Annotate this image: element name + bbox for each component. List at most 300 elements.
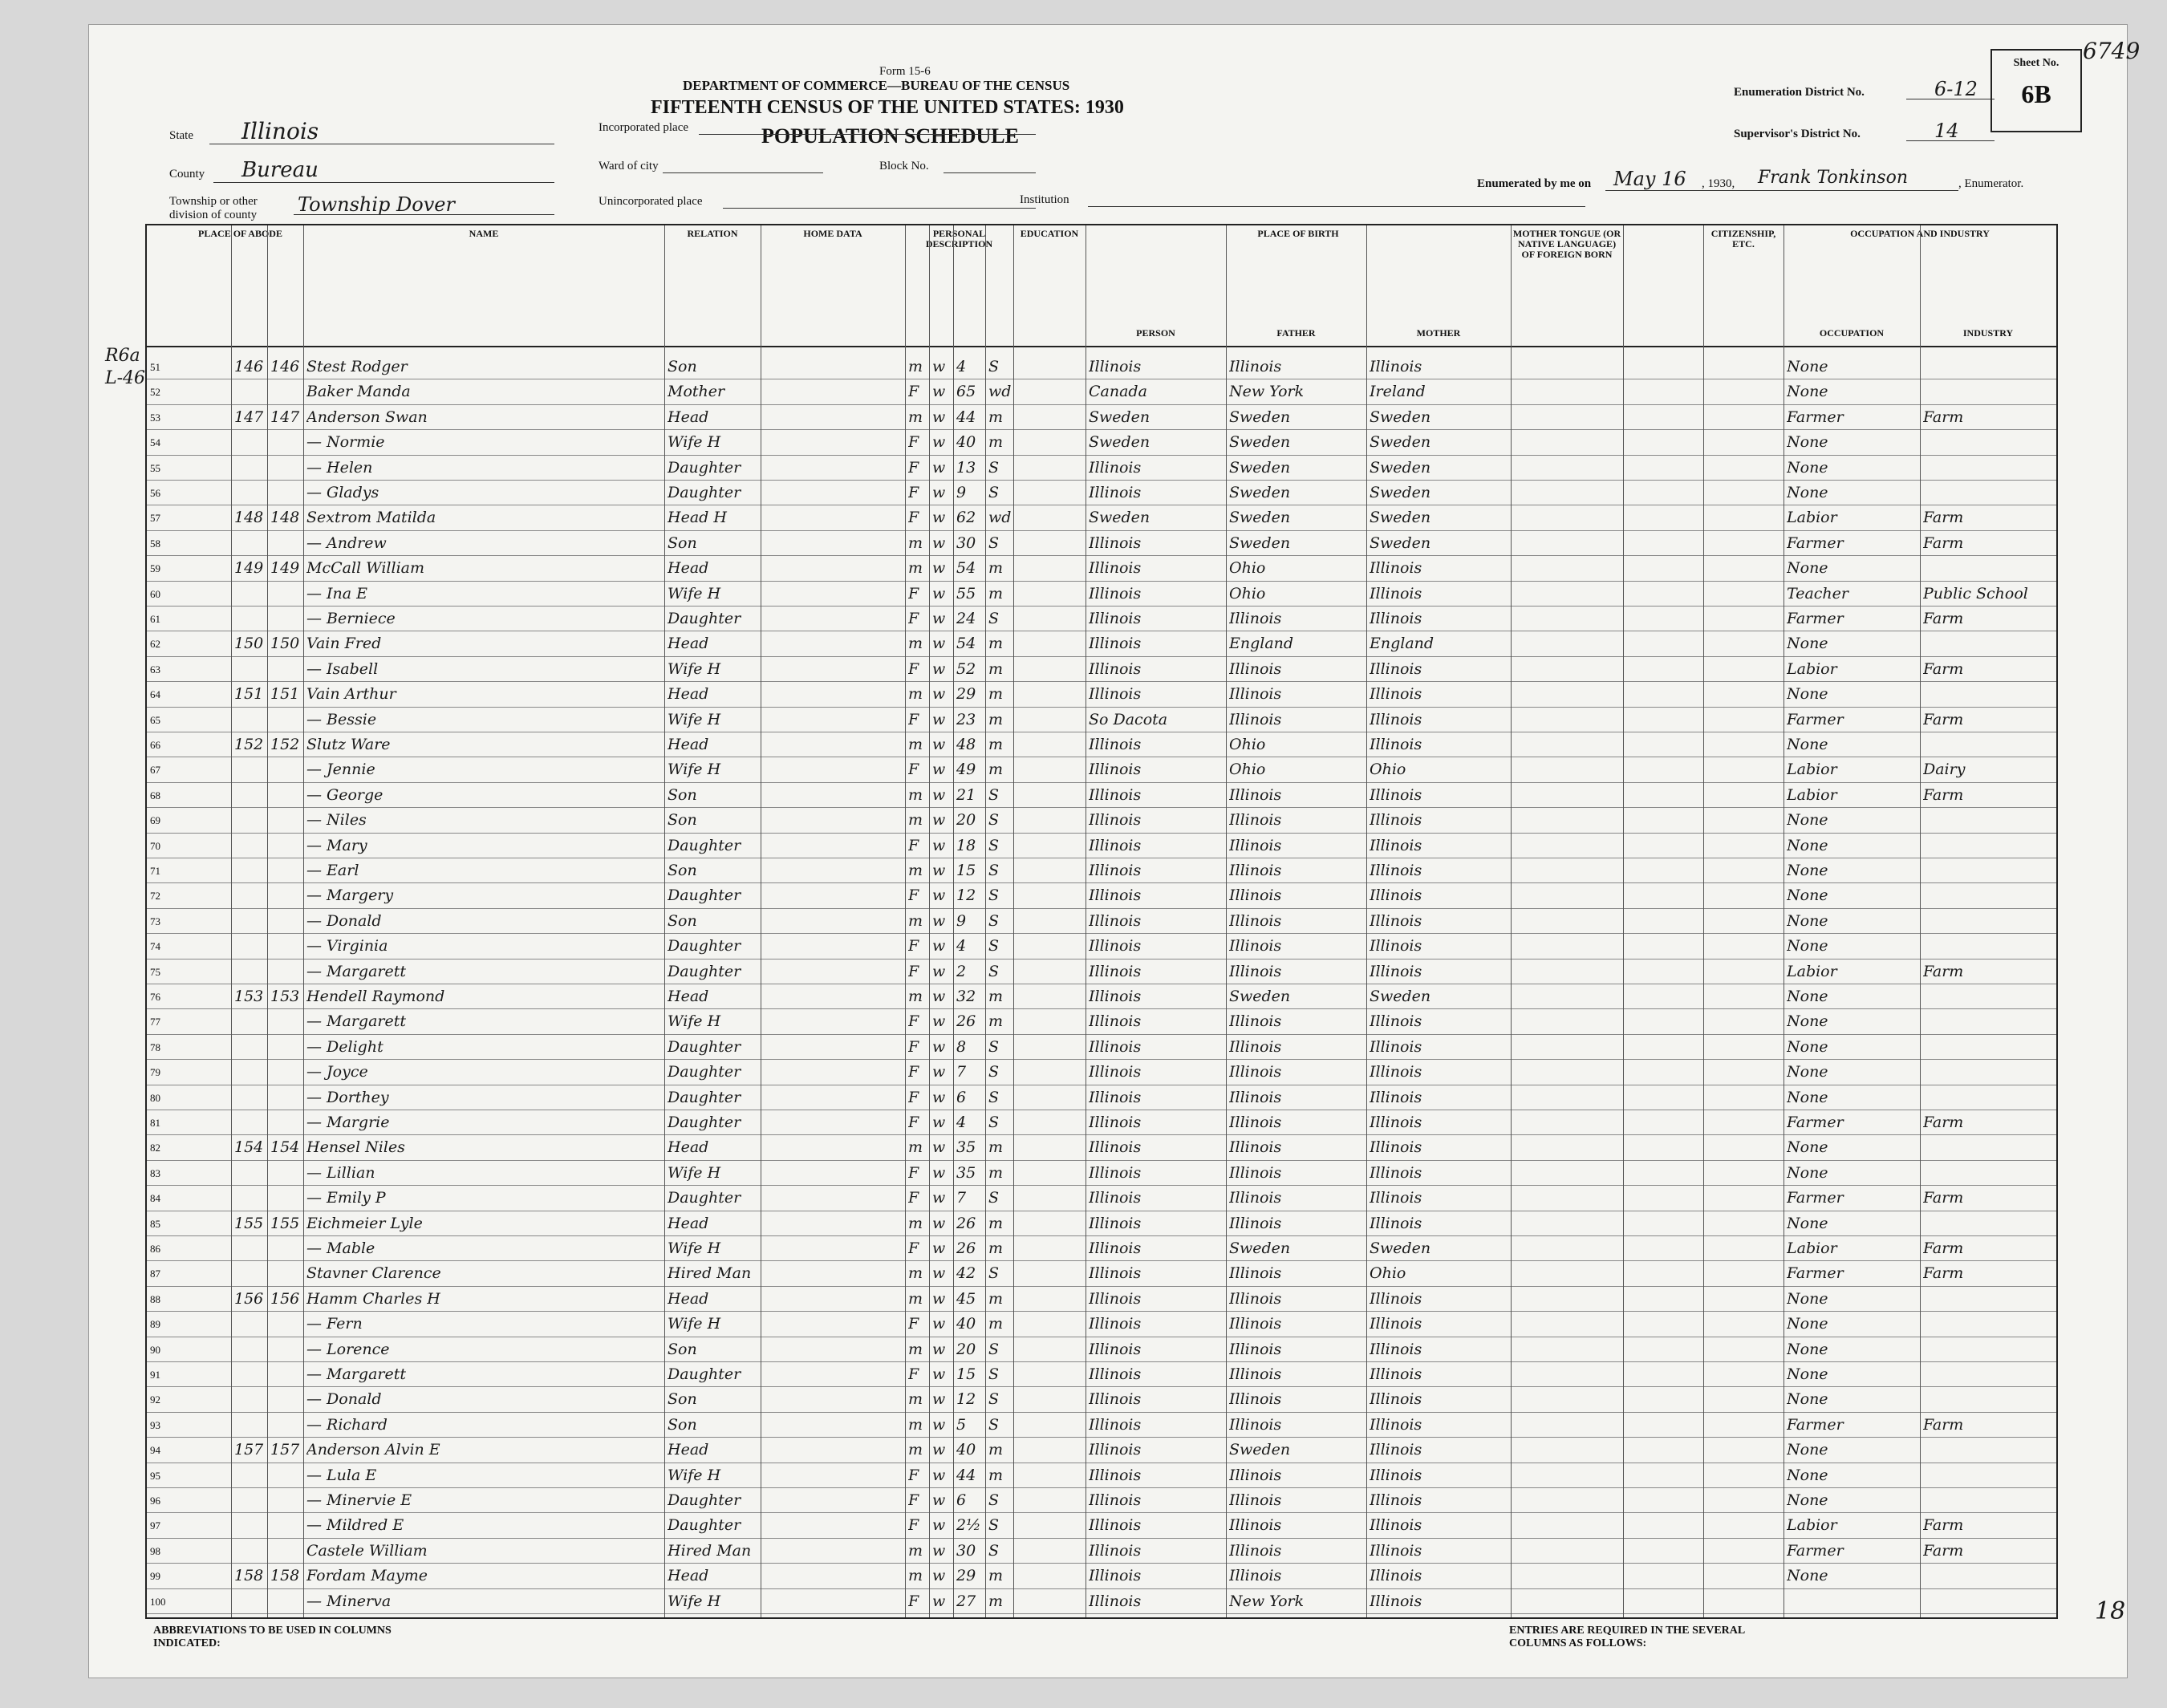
cell-father: Illinois [1229,1390,1282,1409]
cell-rel: Daughter [668,836,741,854]
cell-birth: Illinois [1089,1466,1142,1484]
cell-mother: Illinois [1370,358,1422,375]
cell-mother: Sweden [1370,433,1431,452]
cell-dw: 152 [234,736,264,753]
cell-occ: None [1787,1163,1828,1182]
cell-rel: Son [668,785,697,804]
cell-rel: Head [668,1289,709,1308]
table-row [147,581,2056,606]
header-divider [147,346,2056,347]
cell-age: 40 [956,1441,976,1459]
cell-sex: F [908,659,919,678]
cell-race: w [932,1567,946,1585]
cell-fam: 148 [270,509,300,527]
cell-mother: Sweden [1370,484,1431,501]
cell-race: w [932,1088,946,1106]
footer [145,1620,2055,1669]
cell-name: — Earl [306,862,359,879]
cell-sex: F [908,1088,919,1106]
cell-line: 80 [150,1091,160,1104]
cell-rel: Daughter [668,1037,741,1056]
table-row [147,908,2056,933]
cell-line: 98 [150,1544,160,1557]
cell-line: 73 [150,915,160,927]
margin-note-top: R6a [105,346,140,366]
cell-fam: 152 [270,736,300,753]
cell-father: Illinois [1229,785,1282,804]
cell-age: 5 [956,1415,967,1434]
cell-sex: F [908,584,919,602]
cell-father: New York [1229,383,1305,401]
cell-sex: F [908,761,919,779]
cell-mar: wd [988,509,1012,527]
cell-age: 15 [956,862,976,879]
cell-occ: None [1787,1063,1828,1081]
margin-note-second: L-46 [105,368,146,388]
cell-line: 78 [150,1041,160,1053]
abbreviations-title: ABBREVIATIONS TO BE USED IN COLUMNS INDICATED: [153,1625,392,1649]
cell-mother: Illinois [1370,1390,1422,1409]
cell-name: Hensel Niles [306,1138,405,1157]
cell-occ: Farmer [1787,610,1844,627]
enum-district-label: Enumeration District No. [1734,86,1865,99]
cell-race: w [932,584,946,602]
cell-sex: F [908,886,919,905]
cell-father: Ohio [1229,559,1266,578]
cell-age: 48 [956,736,976,753]
cell-ind: Farm [1923,1239,1964,1257]
cell-sex: m [908,1138,923,1157]
cell-dw: 148 [234,509,264,527]
cell-father: Illinois [1229,1466,1282,1484]
table-row [147,882,2056,907]
enumerated-date: May 16 [1613,168,1686,190]
cell-birth: Illinois [1089,836,1142,854]
cell-name: — Isabell [306,659,379,678]
cell-dw: 156 [234,1289,264,1308]
cell-rel: Head [668,559,709,578]
cell-occ: None [1787,1340,1828,1358]
cell-line: 74 [150,940,160,953]
column-group-header: EDUCATION [1020,229,1079,239]
cell-birth: Canada [1089,383,1147,401]
cell-race: w [932,1315,946,1333]
cell-birth: Sweden [1089,433,1150,452]
cell-age: 52 [956,659,976,678]
cell-race: w [932,836,946,854]
column-group-header: HOME DATA [803,229,862,239]
cell-rel: Head [668,635,709,653]
cell-name: — Minerva [306,1592,392,1610]
county-label: County [169,168,205,181]
cell-sex: F [908,484,919,501]
cell-father: Illinois [1229,836,1282,854]
cell-age: 30 [956,1541,976,1560]
cell-sex: m [908,408,923,426]
cell-sex: m [908,736,923,753]
cell-age: 21 [956,785,976,804]
cell-age: 45 [956,1289,976,1308]
cell-mother: Ireland [1370,383,1426,401]
column-line [1226,225,1227,1617]
cell-mar: m [988,1214,1004,1232]
cell-mar: S [988,1114,1000,1131]
cell-name: — Emily P [306,1189,386,1207]
cell-mar: m [988,1138,1004,1157]
cell-line: 57 [150,512,160,525]
cell-birth: Illinois [1089,533,1142,552]
cell-name: Vain Fred [306,635,382,653]
cell-birth: Sweden [1089,408,1150,426]
cell-name: Sextrom Matilda [306,509,436,527]
cell-ind: Farm [1923,1264,1964,1283]
cell-rel: Daughter [668,1063,741,1081]
cell-line: 68 [150,789,160,801]
column-line [929,225,930,1617]
cell-line: 55 [150,461,160,474]
cell-mother: England [1370,635,1435,653]
cell-mother: Illinois [1370,1289,1422,1308]
cell-race: w [932,1390,946,1409]
census-sheet [88,24,2141,1678]
cell-occ: None [1787,1567,1828,1585]
cell-father: Illinois [1229,1114,1282,1131]
cell-line: 83 [150,1166,160,1179]
cell-birth: Illinois [1089,559,1142,578]
cell-rel: Daughter [668,1189,741,1207]
institution-label: Institution [1020,193,1069,206]
cell-age: 7 [956,1063,967,1081]
cell-occ: None [1787,458,1828,477]
cell-name: — George [306,785,383,804]
cell-mar: S [988,1541,1000,1560]
cell-rel: Daughter [668,458,741,477]
table-row [147,1337,2056,1361]
cell-sex: m [908,1541,923,1560]
cell-mother: Illinois [1370,1441,1422,1459]
table-row [147,757,2056,781]
column-group-header: PLACE OF ABODE [198,229,282,239]
form-number: Form 15-6 [879,65,931,78]
cell-occ: None [1787,988,1828,1005]
cell-ind: Farm [1923,533,1964,552]
cell-occ: Farmer [1787,1541,1844,1560]
cell-sex: m [908,785,923,804]
cell-occ: Farmer [1787,710,1844,728]
supervisor-label: Supervisor's District No. [1734,128,1861,140]
table-row [147,933,2056,958]
cell-father: Illinois [1229,1289,1282,1308]
table-row [147,1211,2056,1235]
cell-mother: Sweden [1370,509,1431,527]
cell-rel: Wife H [668,710,721,728]
cell-age: 8 [956,1037,967,1056]
cell-age: 4 [956,358,967,375]
cell-mother: Illinois [1370,836,1422,854]
cell-age: 15 [956,1365,976,1383]
cell-rel: Wife H [668,761,721,779]
cell-rel: Son [668,911,697,930]
cell-father: Illinois [1229,1012,1282,1031]
cell-age: 23 [956,710,976,728]
cell-rel: Daughter [668,886,741,905]
cell-name: — Margarett [306,1365,406,1383]
cell-rel: Daughter [668,1516,741,1535]
table-row [147,1538,2056,1563]
cell-name: — Ina E [306,584,368,602]
cell-occ: Labior [1787,659,1837,678]
cell-rel: Son [668,811,697,830]
cell-mar: S [988,911,1000,930]
enumerator-name: Frank Tonkinson [1758,168,1909,188]
cell-mar: S [988,1516,1000,1535]
cell-race: w [932,1365,946,1383]
cell-race: w [932,1163,946,1182]
cell-mar: m [988,433,1004,452]
cell-mother: Illinois [1370,1037,1422,1056]
cell-birth: Illinois [1089,1390,1142,1409]
cell-rel: Daughter [668,962,741,980]
cell-name: Fordam Mayme [306,1567,428,1585]
enumerated-label: Enumerated by me on [1477,177,1592,190]
cell-sex: m [908,559,923,578]
table-row [147,379,2056,404]
cell-mar: S [988,886,1000,905]
cell-rel: Wife H [668,1163,721,1182]
cell-line: 85 [150,1217,160,1230]
cell-name: — Helen [306,458,373,477]
cell-name: — Dorthey [306,1088,389,1106]
cell-rel: Head [668,408,709,426]
cell-birth: Illinois [1089,659,1142,678]
cell-mar: m [988,1592,1004,1610]
cell-mar: S [988,610,1000,627]
cell-father: Illinois [1229,937,1282,955]
cell-mother: Illinois [1370,1415,1422,1434]
cell-race: w [932,635,946,653]
table-row [147,1260,2056,1285]
cell-sex: m [908,1340,923,1358]
cell-birth: Illinois [1089,937,1142,955]
cell-rel: Mother [668,383,725,401]
block-label: Block No. [879,160,929,172]
cell-name: — Bessie [306,710,377,728]
cell-race: w [932,509,946,527]
cell-birth: Illinois [1089,1340,1142,1358]
cell-fam: 150 [270,635,300,653]
cell-birth: Illinois [1089,1214,1142,1232]
incorporated-label: Incorporated place [599,121,689,134]
table-row [147,555,2056,580]
table-row [147,833,2056,858]
cell-occ: Farmer [1787,1114,1844,1131]
table-row [147,1008,2056,1033]
state-value: Illinois [241,118,319,144]
cell-race: w [932,937,946,955]
table-row [147,984,2056,1008]
cell-mother: Sweden [1370,1239,1431,1257]
cell-age: 9 [956,911,967,930]
cell-name: Anderson Swan [306,408,428,426]
cell-birth: Illinois [1089,811,1142,830]
cell-rel: Son [668,1415,697,1434]
cell-birth: Illinois [1089,988,1142,1005]
cell-mother: Illinois [1370,710,1422,728]
cell-mother: Illinois [1370,1491,1422,1509]
cell-mother: Sweden [1370,458,1431,477]
cell-fam: 151 [270,685,300,704]
column-line [985,225,986,1617]
column-line [267,225,268,1617]
cell-mar: S [988,484,1000,501]
cell-father: Illinois [1229,1214,1282,1232]
cell-rel: Daughter [668,937,741,955]
cell-name: — Margarett [306,1012,406,1031]
cell-line: 81 [150,1117,160,1129]
cell-birth: Illinois [1089,484,1142,501]
cell-race: w [932,1592,946,1610]
cell-mar: m [988,1466,1004,1484]
cell-father: Illinois [1229,1088,1282,1106]
cell-occ: None [1787,1214,1828,1232]
cell-name: Vain Arthur [306,685,396,704]
cell-line: 61 [150,613,160,625]
cell-mother: Illinois [1370,1163,1422,1182]
margin-note-bottom: 18 [2095,1597,2126,1625]
cell-sex: F [908,836,919,854]
cell-rel: Daughter [668,610,741,627]
cell-occ: Farmer [1787,1189,1844,1207]
table-row [147,1311,2056,1336]
cell-mar: S [988,1088,1000,1106]
cell-mar: wd [988,383,1012,401]
cell-age: 18 [956,836,976,854]
cell-line: 71 [150,865,160,877]
cell-sex: m [908,911,923,930]
cell-father: Illinois [1229,1037,1282,1056]
cell-race: w [932,559,946,578]
cell-occ: None [1787,685,1828,704]
cell-rel: Son [668,862,697,879]
cell-occ: Labior [1787,962,1837,980]
table-row [147,1463,2056,1487]
table-row [147,606,2056,631]
table-row [147,1588,2056,1613]
cell-sex: F [908,509,919,527]
cell-mar: m [988,988,1004,1005]
cell-mother: Sweden [1370,408,1431,426]
cell-father: Illinois [1229,1264,1282,1283]
cell-mother: Illinois [1370,610,1422,627]
cell-birth: Illinois [1089,1239,1142,1257]
cell-ind: Farm [1923,1516,1964,1535]
cell-line: 99 [150,1570,160,1583]
cell-age: 13 [956,458,976,477]
cell-mother: Illinois [1370,1567,1422,1585]
cell-father: Sweden [1229,1239,1291,1257]
cell-dw: 150 [234,635,264,653]
cell-mother: Illinois [1370,1340,1422,1358]
cell-father: Sweden [1229,484,1291,501]
cell-occ: None [1787,1315,1828,1333]
cell-mar: m [988,1567,1004,1585]
cell-occ: None [1787,1012,1828,1031]
cell-sex: m [908,685,923,704]
cell-father: Illinois [1229,358,1282,375]
cell-line: 91 [150,1369,160,1381]
cell-name: — Margarett [306,962,406,980]
state-label: State [169,129,193,142]
cell-sex: F [908,610,919,627]
table-row [147,1487,2056,1512]
cell-father: Sweden [1229,988,1291,1005]
cell-mother: Illinois [1370,659,1422,678]
cell-race: w [932,1491,946,1509]
cell-line: 77 [150,1016,160,1028]
cell-rel: Daughter [668,1491,741,1509]
cell-birth: Illinois [1089,1163,1142,1182]
cell-line: 60 [150,587,160,600]
cell-dw: 154 [234,1138,264,1157]
cell-name: — Niles [306,811,367,830]
cell-occ: Farmer [1787,533,1844,552]
cell-occ: Farmer [1787,1415,1844,1434]
cell-mother: Illinois [1370,584,1422,602]
cell-rel: Daughter [668,1114,741,1131]
sheet-value: 6B [2021,79,2051,108]
cell-occ: None [1787,635,1828,653]
cell-rel: Son [668,1390,697,1409]
cell-birth: Illinois [1089,785,1142,804]
cell-birth: Illinois [1089,358,1142,375]
cell-occ: Labior [1787,761,1837,779]
cell-dw: 153 [234,988,264,1005]
cell-race: w [932,484,946,501]
cell-father: Illinois [1229,1340,1282,1358]
cell-father: Illinois [1229,1567,1282,1585]
cell-occ: Labior [1787,509,1837,527]
cell-occ: None [1787,1390,1828,1409]
cell-age: 29 [956,1567,976,1585]
department-line: DEPARTMENT OF COMMERCE—BUREAU OF THE CENSUS [683,78,1070,93]
cell-father: Illinois [1229,1063,1282,1081]
cell-name: Hendell Raymond [306,988,445,1005]
column-subheader: OCCUPATION [1819,328,1885,339]
column-group-header: MOTHER TONGUE (OR NATIVE LANGUAGE) OF FOREIGN BORN [1512,229,1621,260]
cell-father: Sweden [1229,408,1291,426]
cell-line: 75 [150,965,160,978]
cell-name: — Virginia [306,937,388,955]
cell-father: Illinois [1229,886,1282,905]
cell-line: 89 [150,1318,160,1331]
cell-name: — Donald [306,1390,382,1409]
cell-father: Illinois [1229,710,1282,728]
cell-race: w [932,1114,946,1131]
cell-birth: Illinois [1089,685,1142,704]
cell-father: Illinois [1229,911,1282,930]
cell-fam: 147 [270,408,300,426]
cell-age: 7 [956,1189,967,1207]
cell-age: 24 [956,610,976,627]
column-subheader: FATHER [1276,328,1316,339]
cell-rel: Son [668,1340,697,1358]
cell-birth: Illinois [1089,458,1142,477]
cell-age: 12 [956,1390,976,1409]
cell-rel: Wife H [668,1239,721,1257]
table-row [147,1185,2056,1210]
cell-sex: F [908,937,919,955]
cell-age: 6 [956,1491,967,1509]
